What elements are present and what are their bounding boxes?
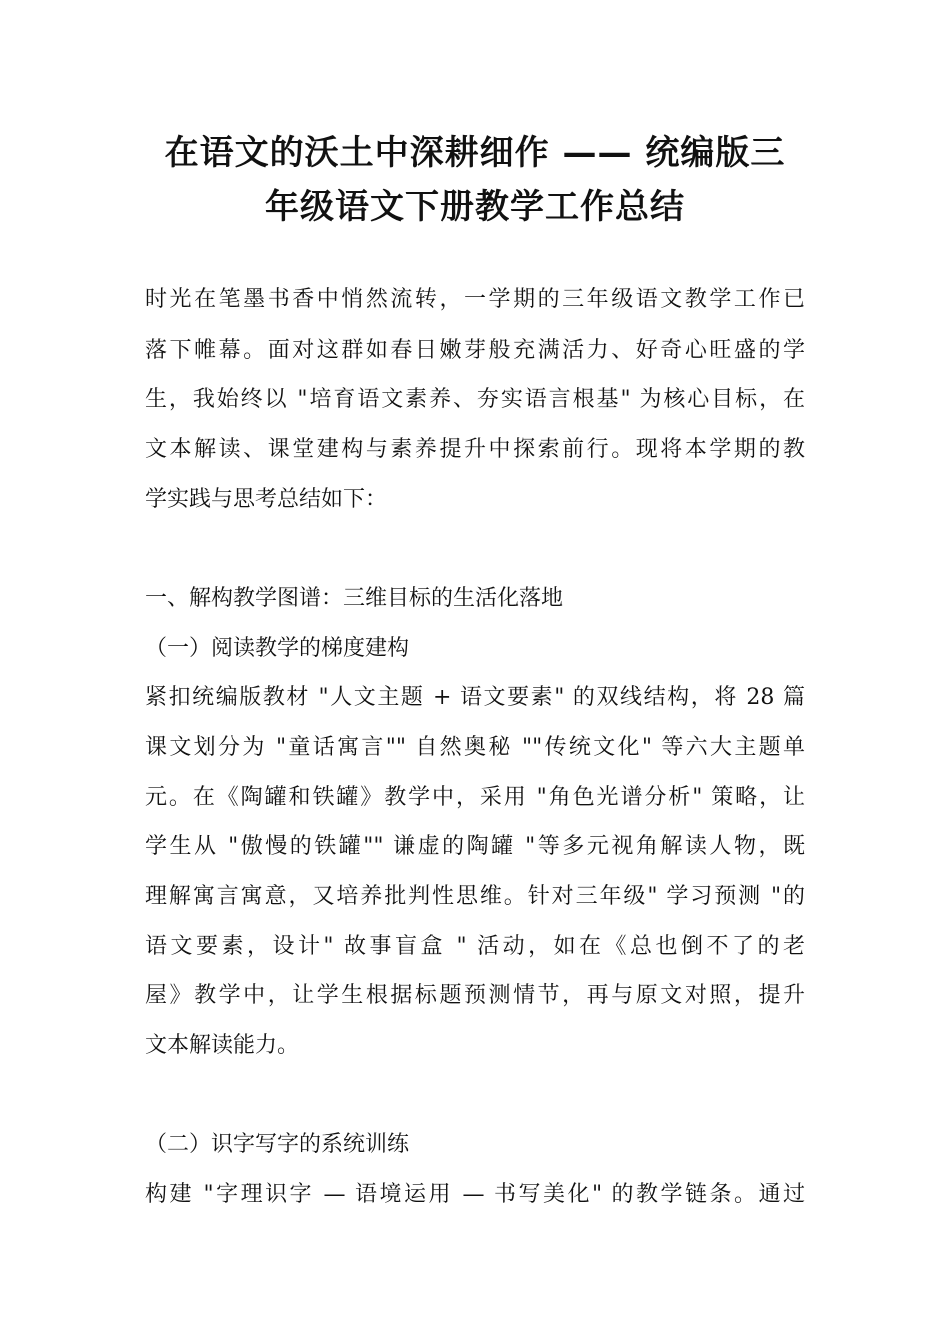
body-line: 文本解读能力。 bbox=[145, 1033, 300, 1058]
intro-line: 文本解读、课堂建构与素养提升中探索前行。现将本学期的教 bbox=[145, 437, 805, 462]
body-line: 紧扣统编版教材 "人文主题 + 语文要素" 的双线结构，将 28 篇 bbox=[145, 685, 805, 710]
body-line: 构建 "字理识字 — 语境运用 — 书写美化" 的教学链条。通过 bbox=[145, 1182, 805, 1207]
body-line: 屋》教学中，让学生根据标题预测情节，再与原文对照，提升 bbox=[145, 983, 805, 1008]
body-line: 学生从 "傲慢的铁罐"" 谦虚的陶罐 "等多元视角解读人物，既 bbox=[145, 834, 805, 859]
intro-line: 生，我始终以 "培育语文素养、夯实语言根基" 为核心目标，在 bbox=[145, 387, 805, 412]
intro-line: 落下帷幕。面对这群如春日嫩芽般充满活力、好奇心旺盛的学 bbox=[145, 338, 805, 363]
intro-line: 学实践与思考总结如下： bbox=[145, 487, 388, 512]
body-line: 语文要素，设计" 故事盲盒 " 活动，如在《总也倒不了的老 bbox=[145, 934, 805, 959]
document-title-line-1: 在语文的沃土中深耕细作 —— 统编版三 bbox=[164, 133, 786, 173]
subsection-heading: （一）阅读教学的梯度建构 bbox=[145, 636, 410, 661]
body-line: 课文划分为 "童话寓言"" 自然奥秘 ""传统文化" 等六大主题单 bbox=[145, 735, 805, 760]
subsection-heading: （二）识字写字的系统训练 bbox=[145, 1132, 410, 1157]
document-title-line-2: 年级语文下册教学工作总结 bbox=[265, 187, 685, 227]
body-line: 理解寓言寓意，又培养批判性思维。针对三年级" 学习预测 "的 bbox=[145, 884, 805, 909]
section-heading: 一、解构教学图谱：三维目标的生活化落地 bbox=[145, 586, 564, 611]
body-line: 元。在《陶罐和铁罐》教学中，采用 "角色光谱分析" 策略，让 bbox=[145, 785, 805, 810]
intro-line: 时光在笔墨书香中悄然流转，一学期的三年级语文教学工作已 bbox=[145, 287, 805, 312]
